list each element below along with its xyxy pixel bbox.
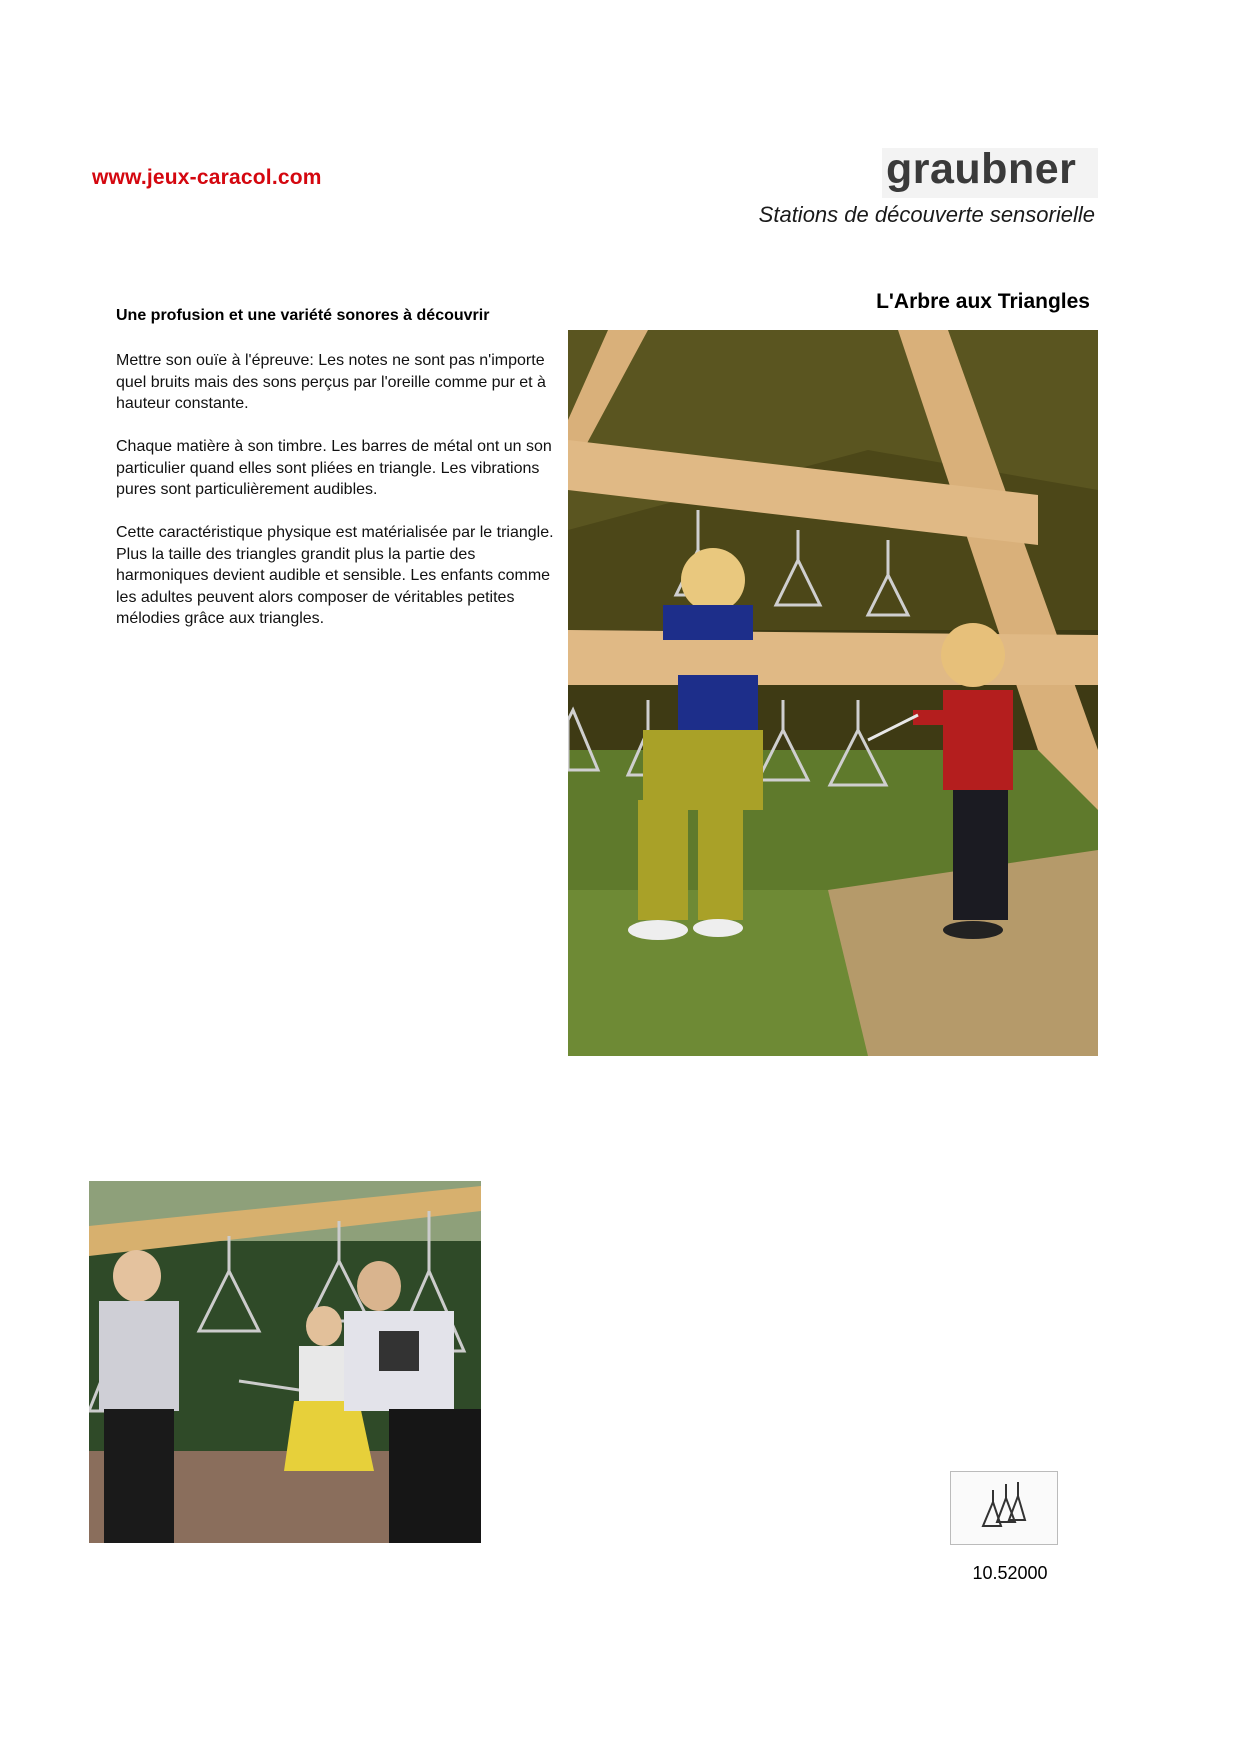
page-subtitle: Stations de découverte sensorielle [758, 202, 1095, 227]
paragraph-2: Chaque matière à son timbre. Les barres de métal ont un son particulier quand elles sont pliées en triangle. Les vibrations pures sont particulièrement audibles. [116, 438, 552, 498]
secondary-product-photo [89, 1181, 481, 1543]
paragraph-3: Cette caractéristique physique est matérialisée par le triangle. Plus la taille des triangles grandit plus la partie des harmoniques devient audible et sensible. Les enfants comme les adultes peuvent alors composer de véritables petites mélodies grâce aux triangles. [116, 524, 554, 627]
paragraph-1: Mettre son ouïe à l'épreuve: Les notes ne sont pas n'importe quel bruits mais des sons perçus par l'oreille comme pur et à hauteur constante. [116, 352, 546, 412]
website-link[interactable]: www.jeux-caracol.com [92, 166, 322, 189]
article-number: 10.52000 [972, 1563, 1048, 1583]
intro-heading: Une profusion et une variété sonores à découvrir [116, 307, 490, 324]
product-title: L'Arbre aux Triangles [876, 290, 1090, 313]
main-product-photo [568, 330, 1098, 1056]
triangles-logo-icon [950, 1471, 1058, 1545]
brand-logo: graubner [886, 145, 1077, 193]
